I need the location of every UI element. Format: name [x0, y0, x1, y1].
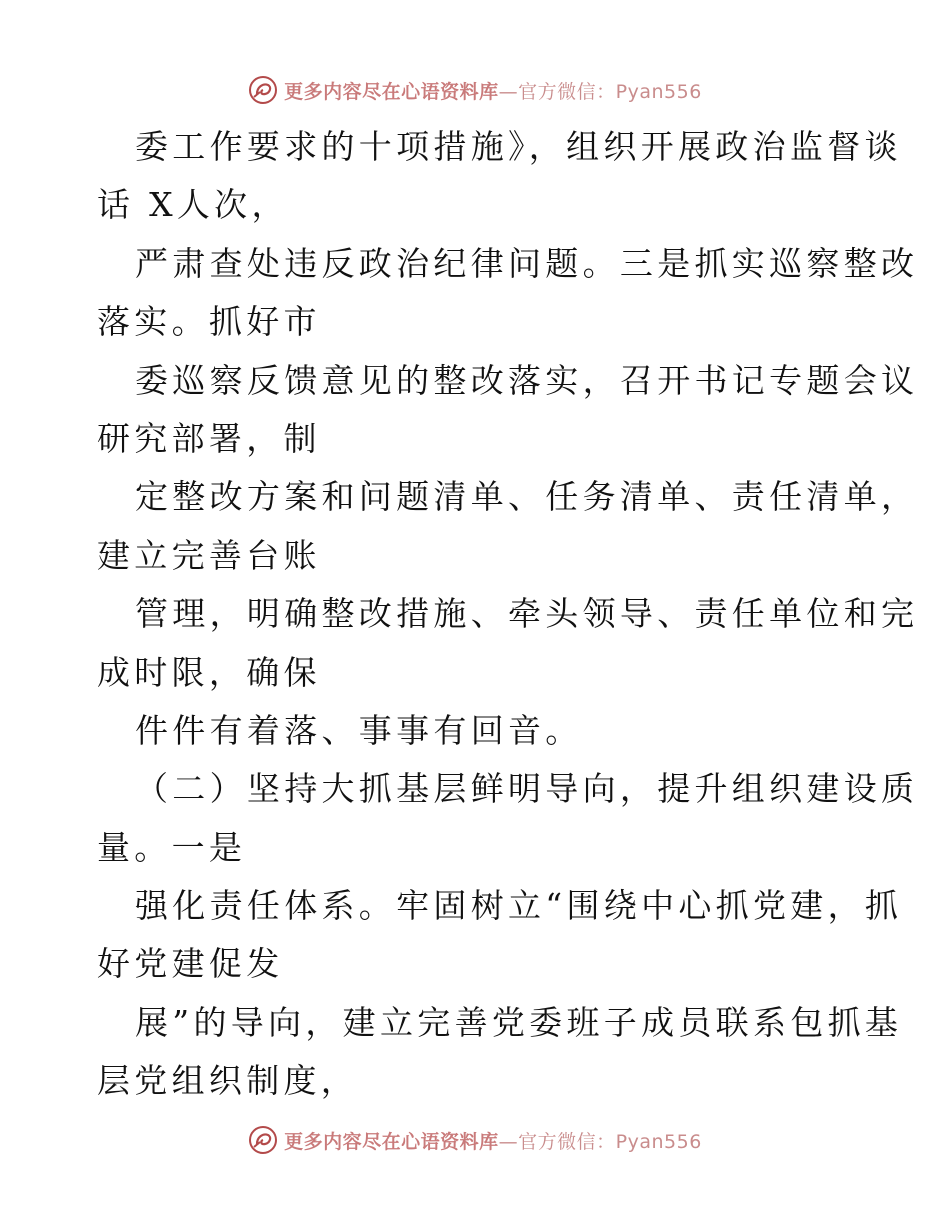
text-line: 委工作要求的十项措施》，组织开展政治监督谈 — [135, 127, 902, 166]
watermark-brand: 更多内容尽在心语资料库 — [284, 80, 499, 103]
section-heading-line: （二）坚持大抓基层鲜明导向，提升组织建设质 — [135, 769, 919, 809]
text-line: 话 X人次， — [97, 185, 289, 225]
footer-watermark — [0, 1120, 950, 1160]
text-line: 件件有着落、事事有回音。 — [135, 710, 583, 750]
watermark-wechat: 官方微信：Pyan556 — [518, 80, 702, 103]
watermark-separator: — — [498, 80, 519, 103]
watermark-text — [284, 1127, 702, 1154]
text-line: 好党建促发 — [97, 944, 284, 984]
text-line: 严肃查处违反政治纪律问题。三是抓实巡察整改 — [135, 243, 919, 283]
watermark-separator: — — [498, 1130, 519, 1153]
text-line: 展”的导向，建立完善党委班子成员联系包抓基 — [135, 1002, 903, 1042]
watermark-text — [284, 77, 702, 104]
watermark-brand: 更多内容尽在心语资料库 — [284, 1130, 499, 1153]
text-line: 落实。抓好市 — [97, 302, 321, 342]
text-line: 定整改方案和问题清单、任务清单、责任清单， — [135, 477, 919, 517]
text-line: 成时限，确保 — [97, 652, 321, 692]
text-line: 管理，明确整改措施、牵头领导、责任单位和完 — [135, 594, 919, 634]
document-body — [97, 118, 919, 1111]
header-watermark — [0, 70, 950, 110]
text-line: 层党组织制度， — [97, 1061, 359, 1101]
watermark-wechat: 官方微信：Pyan556 — [518, 1130, 702, 1153]
text-line: 量。一是 — [97, 827, 247, 867]
text-line: 强化责任体系。牢固树立“围绕中心抓党建，抓 — [135, 886, 903, 926]
text-line: 建立完善台账 — [97, 535, 321, 575]
rose-seal-logo-icon — [248, 75, 278, 105]
text-line: 研究部署，制 — [97, 418, 321, 458]
text-line: 委巡察反馈意见的整改落实，召开书记专题会议 — [135, 360, 919, 400]
rose-seal-logo-icon — [248, 1125, 278, 1155]
